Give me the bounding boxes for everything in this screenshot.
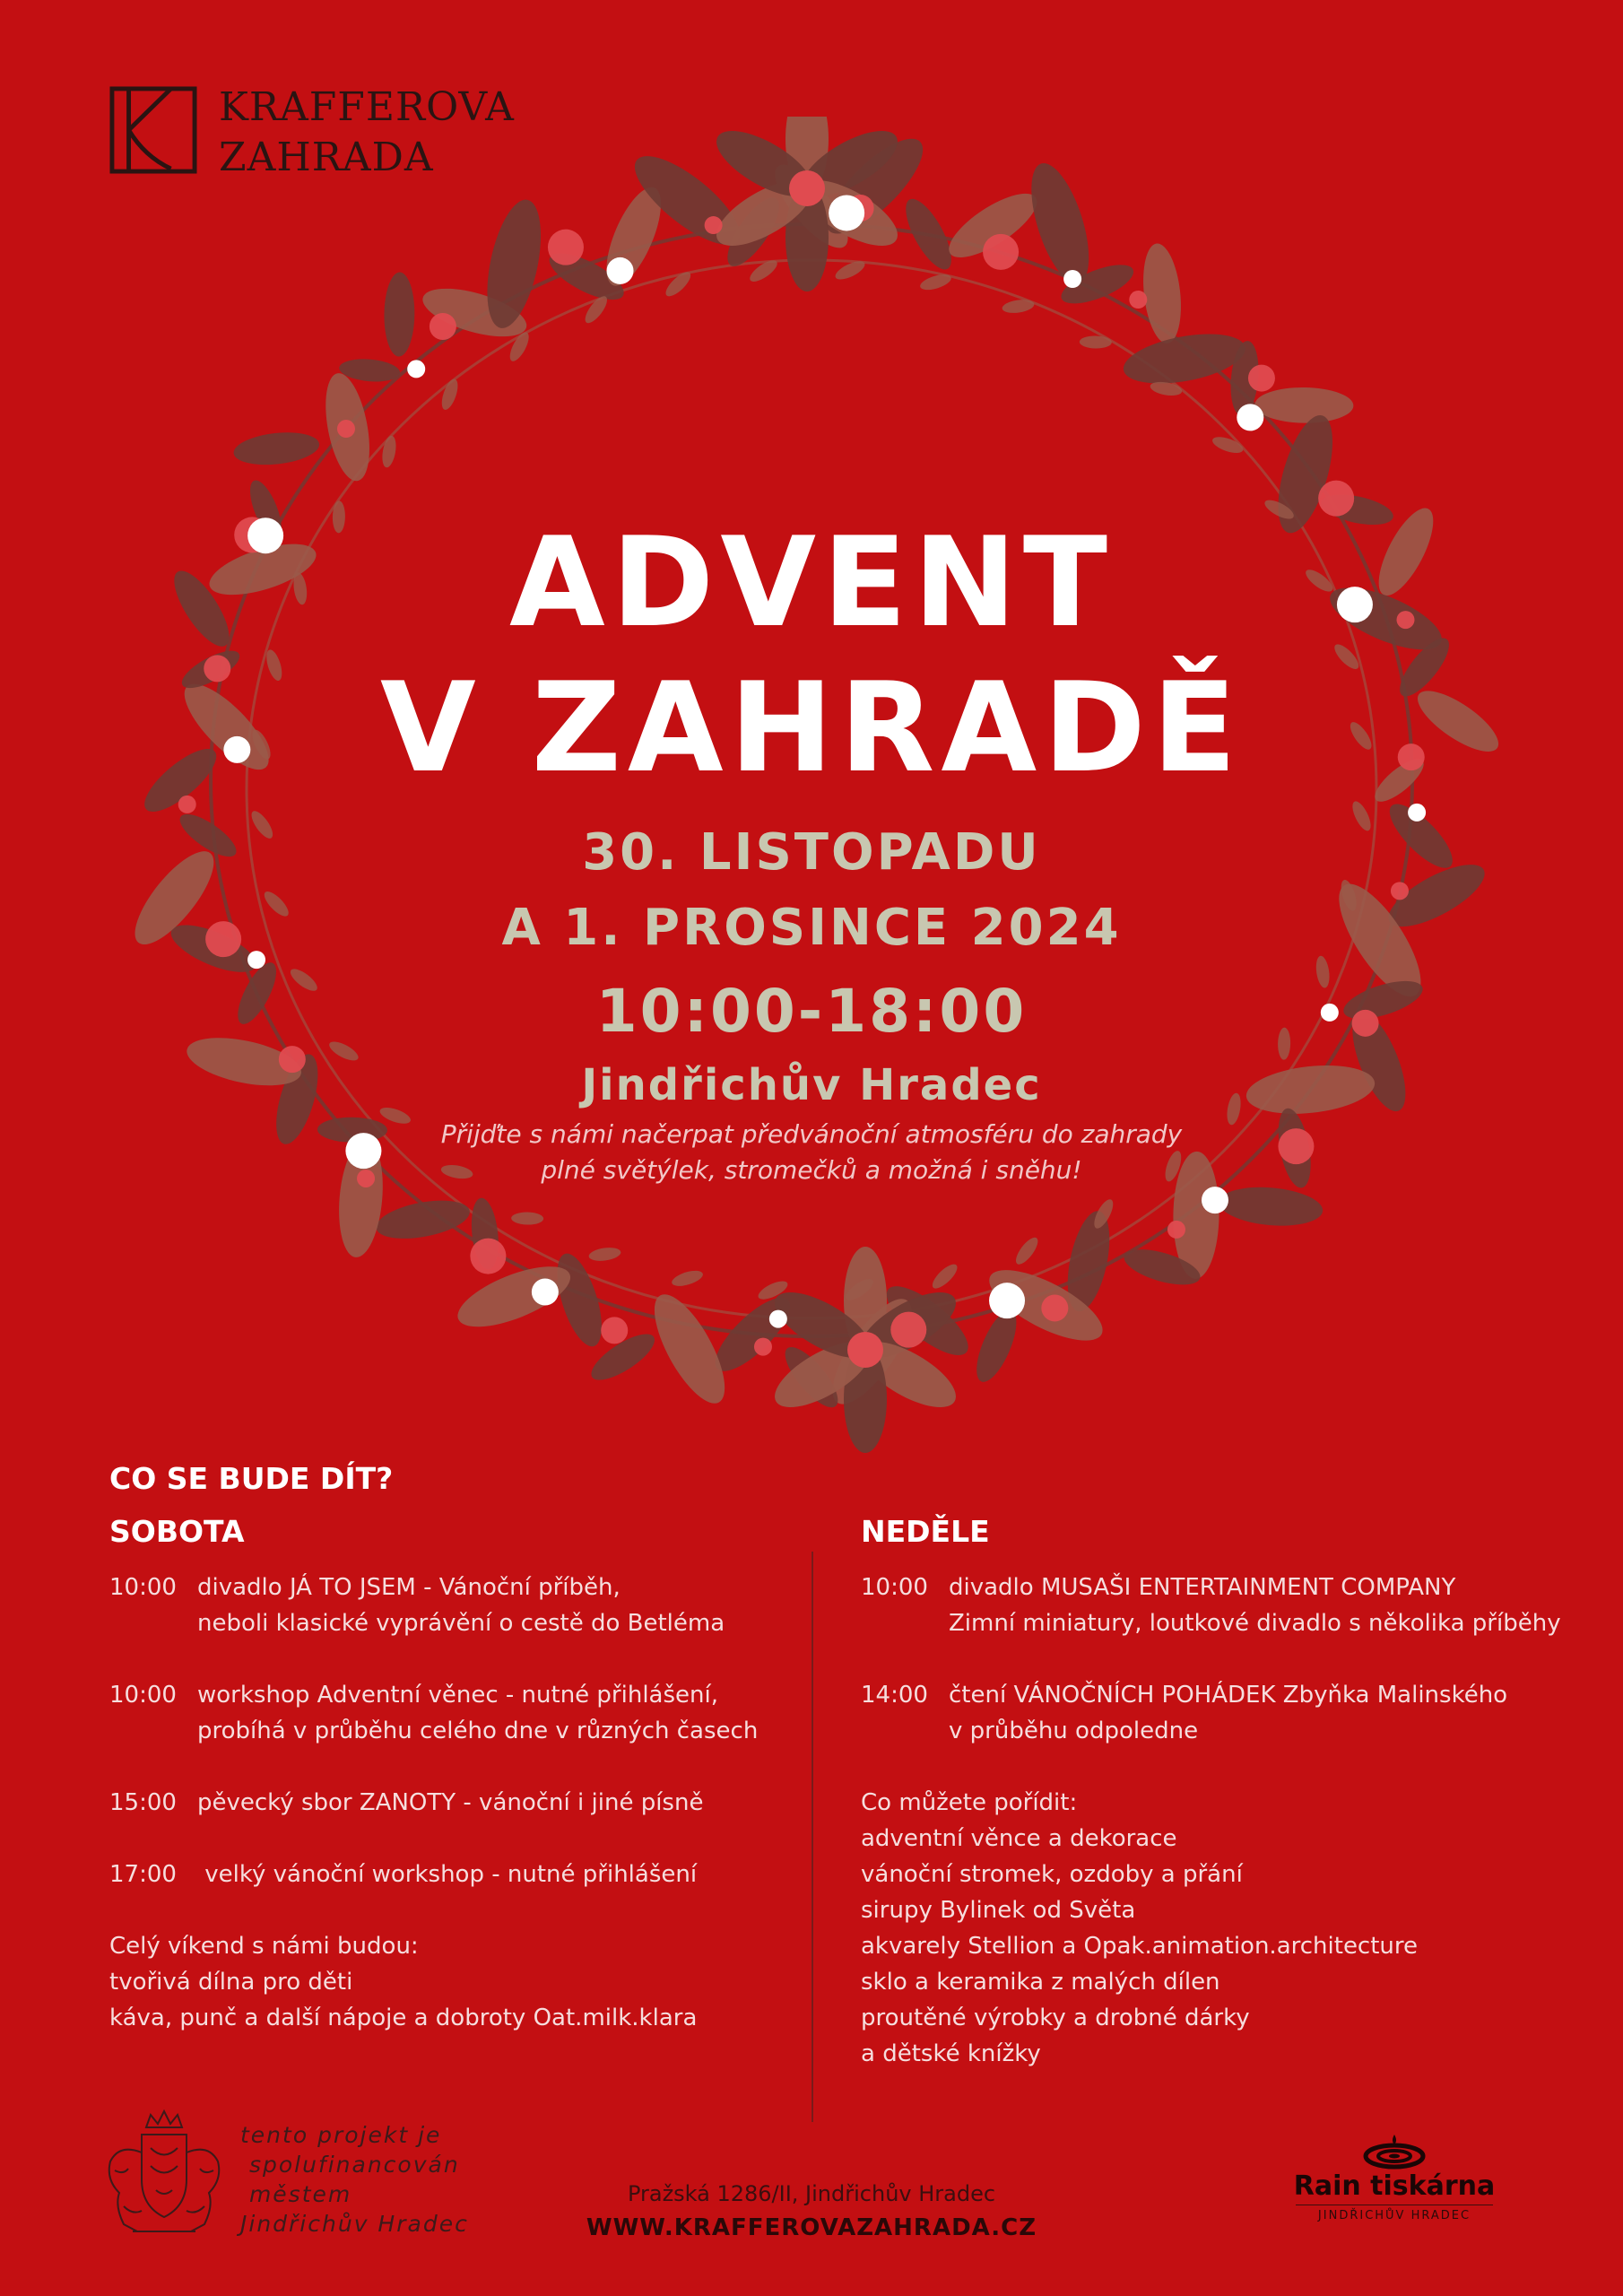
title-line-1: ADVENT bbox=[508, 510, 1115, 655]
ripple-drop-icon bbox=[1363, 2133, 1426, 2170]
tagline-line-2: plné světýlek, stromečků a možná i sněhu! bbox=[541, 1155, 1082, 1185]
leaf-icon bbox=[968, 1305, 1024, 1387]
leaf-icon bbox=[670, 1267, 705, 1289]
schedule-item bbox=[109, 1677, 809, 1749]
saturday-heading: SOBOTA bbox=[109, 1514, 245, 1549]
column-divider bbox=[812, 1552, 813, 2122]
snowball-icon bbox=[1237, 404, 1263, 430]
berry-icon bbox=[548, 230, 584, 265]
berry-icon bbox=[470, 1239, 506, 1274]
logo-line-1: KRAFFEROVA bbox=[219, 84, 515, 130]
schedule-description bbox=[197, 1677, 809, 1749]
tagline-line-1: Přijďte s námi načerpat předvánoční atmosféru do zahrady bbox=[440, 1119, 1183, 1149]
berry-icon bbox=[1248, 365, 1275, 392]
schedule-line: probíhá v průběhu celého dne v různých časech bbox=[197, 1718, 759, 1744]
schedule-description bbox=[197, 1785, 809, 1821]
event-city: Jindřichův Hradec bbox=[581, 1060, 1042, 1110]
berry-icon bbox=[890, 1312, 926, 1348]
leaf-icon bbox=[438, 377, 461, 412]
schedule-time: 15:00 bbox=[109, 1789, 177, 1816]
snowball-icon bbox=[1202, 1187, 1228, 1213]
schedule-description bbox=[949, 1570, 1578, 1641]
sponsor-city: JINDŘICHŮV HRADEC bbox=[1317, 2209, 1471, 2222]
schedule-line: v průběhu odpoledne bbox=[949, 1718, 1199, 1744]
date-line-2: A 1. PROSINCE 2024 bbox=[501, 899, 1122, 957]
leaf-icon bbox=[511, 1212, 543, 1225]
leaf-icon bbox=[380, 435, 398, 469]
schedule-item bbox=[861, 1570, 1578, 1641]
schedule-line: pěvecký sbor ZANOTY - vánoční i jiné písně bbox=[197, 1789, 704, 1816]
leaf-icon bbox=[588, 1246, 622, 1263]
extra-line: Celý víkend s námi budou: bbox=[109, 1933, 419, 1960]
extra-line: káva, punč a další nápoje a dobroty Oat.milk.klara bbox=[109, 2005, 698, 2031]
weekend-extras bbox=[109, 1928, 809, 2036]
berry-icon bbox=[601, 1317, 628, 1344]
leaf-icon bbox=[898, 193, 960, 275]
schedule-time: 14:00 bbox=[861, 1682, 928, 1709]
shopping-item: adventní věnce a dekorace bbox=[861, 1825, 1177, 1852]
schedule-line: neboli klasické vyprávění o cestě do Betléma bbox=[197, 1610, 725, 1637]
berry-icon bbox=[705, 216, 723, 234]
sunday-heading: NEDĚLE bbox=[861, 1514, 990, 1549]
schedule-description bbox=[197, 1857, 809, 1892]
leaf-icon bbox=[1020, 157, 1100, 291]
snowball-icon bbox=[407, 360, 425, 378]
schedule-item bbox=[109, 1857, 809, 1892]
event-hours: 10:00-18:00 bbox=[595, 977, 1028, 1046]
shopping-heading: Co můžete pořídit: bbox=[861, 1789, 1078, 1816]
extra-line: tvořivá dílna pro děti bbox=[109, 1969, 353, 1996]
snowball-icon bbox=[989, 1283, 1025, 1318]
saturday-schedule bbox=[109, 1570, 809, 2036]
program-heading: CO SE BUDE DÍT? bbox=[109, 1461, 394, 1496]
snowball-icon bbox=[769, 1310, 787, 1328]
schedule-description bbox=[949, 1677, 1578, 1749]
berry-icon bbox=[789, 170, 825, 206]
shopping-list bbox=[861, 1785, 1578, 2072]
shopping-item: proutěné výrobky a drobné dárky bbox=[861, 2005, 1250, 2031]
logo-line-2: ZAHRADA bbox=[219, 135, 434, 180]
date-line-1: 30. LISTOPADU bbox=[582, 823, 1041, 882]
schedule-line: divadlo JÁ TO JSEM - Vánoční příběh, bbox=[197, 1574, 621, 1601]
leaf-icon bbox=[581, 293, 611, 326]
berry-icon bbox=[430, 313, 456, 340]
schedule-line: workshop Adventní věnec - nutné přihlášení, bbox=[197, 1682, 718, 1709]
berry-icon bbox=[1167, 1221, 1185, 1239]
schedule-time: 10:00 bbox=[109, 1682, 177, 1709]
shopping-item: vánoční stromek, ozdoby a přání bbox=[861, 1861, 1243, 1888]
schedule-time: 10:00 bbox=[109, 1574, 177, 1601]
leaf-icon bbox=[1211, 434, 1245, 457]
funding-line: městem bbox=[240, 2181, 352, 2207]
snowball-icon bbox=[607, 257, 634, 284]
schedule-line: čtení VÁNOČNÍCH POHÁDEK Zbyňka Malinského bbox=[949, 1682, 1508, 1709]
leaf-icon bbox=[1218, 1183, 1324, 1230]
snowball-icon bbox=[829, 195, 864, 230]
schedule-item bbox=[109, 1785, 809, 1821]
funding-line: Jindřichův Hradec bbox=[240, 2211, 469, 2237]
snowball-icon bbox=[532, 1279, 559, 1306]
title-line-2: V ZAHRADĚ bbox=[379, 656, 1244, 800]
sponsor-logo bbox=[1282, 2133, 1506, 2240]
tagline bbox=[0, 1117, 1623, 1188]
schedule-description bbox=[197, 1570, 809, 1641]
berry-icon bbox=[1318, 481, 1354, 517]
berry-icon bbox=[1041, 1294, 1068, 1321]
schedule-line: Zimní miniatury, loutkové divadlo s několika příběhy bbox=[949, 1610, 1561, 1637]
shopping-item: sklo a keramika z malých dílen bbox=[861, 1969, 1220, 1996]
shopping-item: sirupy Bylinek od Světa bbox=[861, 1897, 1136, 1924]
schedule-time: 17:00 bbox=[109, 1861, 177, 1888]
schedule-line: velký vánoční workshop - nutné přihlášení bbox=[197, 1861, 698, 1888]
funding-line: tento projekt je bbox=[240, 2122, 442, 2148]
shopping-item: akvarely Stellion a Opak.animation.architecture bbox=[861, 1933, 1419, 1960]
berry-icon bbox=[983, 234, 1019, 270]
leaf-icon bbox=[384, 272, 415, 356]
berry-icon bbox=[847, 1332, 883, 1368]
schedule-line: divadlo MUSAŠI ENTERTAINMENT COMPANY bbox=[949, 1574, 1456, 1601]
schedule-time: 10:00 bbox=[861, 1574, 928, 1601]
funding-line: spolufinancován bbox=[240, 2152, 460, 2178]
schedule-item bbox=[861, 1677, 1578, 1749]
leaf-icon bbox=[232, 429, 321, 469]
berry-icon bbox=[337, 420, 355, 438]
berry-icon bbox=[178, 796, 196, 813]
venue-address: Pražská 1286/II, Jindřichův Hradec bbox=[627, 2181, 996, 2206]
snowball-icon bbox=[1408, 804, 1426, 822]
leaf-icon bbox=[1139, 241, 1185, 345]
sponsor-name: Rain tiskárna bbox=[1293, 2170, 1496, 2202]
leaf-icon bbox=[663, 268, 695, 300]
leaf-icon bbox=[929, 1261, 961, 1292]
berry-icon bbox=[1129, 291, 1147, 309]
website-link[interactable]: WWW.KRAFFEROVAZAHRADA.CZ bbox=[586, 2214, 1037, 2241]
leaf-icon bbox=[1012, 1234, 1042, 1267]
shopping-item: a dětské knížky bbox=[861, 2040, 1041, 2067]
schedule-item bbox=[109, 1570, 809, 1641]
berry-icon bbox=[754, 1338, 772, 1356]
snowball-icon bbox=[1063, 270, 1081, 288]
sunday-schedule bbox=[861, 1570, 1578, 2072]
